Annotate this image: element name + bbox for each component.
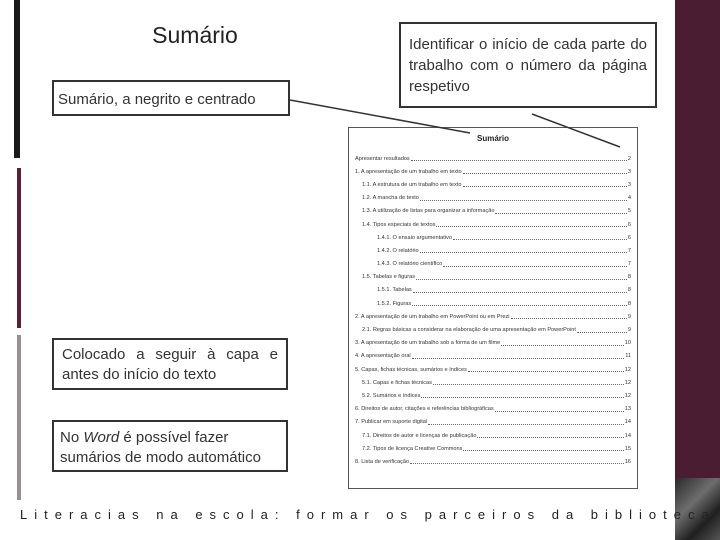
toc-entry (355, 429, 631, 442)
toc-entry (355, 310, 631, 323)
toc-entry-leader (413, 288, 627, 293)
toc-entry-page: 8 (627, 274, 631, 281)
toc-entry-label: 6. Direitos de autor, citações e referências bibliográficas (355, 406, 494, 413)
toc-entry-page: 6 (627, 234, 631, 241)
toc-entry-label: 1.5.2. Figuras (377, 300, 412, 307)
callout-word-italic: Word (83, 429, 120, 446)
toc-entry-page: 12 (624, 392, 631, 399)
toc-entry-label: 1.4.1. O ensaio argumentativo (377, 234, 452, 241)
toc-entry-page: 10 (624, 340, 631, 347)
toc-entry (355, 323, 631, 336)
toc-entry-page: 13 (624, 406, 631, 413)
toc-entry-page: 9 (627, 327, 631, 334)
toc-entry-label: 1. A apresentação de um trabalho em texto (355, 168, 462, 175)
toc-entry-leader (468, 367, 624, 372)
toc-entry-label: 7.2. Tipos de licença Creative Commons (362, 445, 463, 452)
slide-footer: Literacias na escola: formar os parceiros da biblioteca (20, 507, 716, 522)
toc-entry-leader (412, 354, 625, 359)
toc-entry (355, 218, 631, 231)
toc-entry-leader (453, 235, 627, 240)
left-bar-grey (17, 335, 21, 500)
callout-word-suffix: é possível fazer sumários de modo automático (60, 429, 261, 466)
toc-entry-leader (436, 222, 626, 227)
toc-entry (355, 284, 631, 297)
toc-entry-label: 1.3. A utilização de listas para organizar a informação (362, 208, 495, 215)
toc-entry (355, 403, 631, 416)
toc-entry-page: 14 (624, 432, 631, 439)
toc-entry (355, 442, 631, 455)
toc-list (355, 152, 631, 469)
toc-entry-page: 2 (627, 155, 631, 162)
toc-entry (355, 165, 631, 178)
toc-entry-leader (501, 341, 624, 346)
callout-bold-word: Sumário (58, 91, 114, 108)
toc-entry-label: 7. Publicar em suporte digital (355, 419, 428, 426)
toc-entry-leader (463, 169, 627, 174)
toc-entry-label: 5.1. Capas e fichas técnicas (362, 379, 432, 386)
toc-entry-label: 3. A apresentação de um trabalho sob a forma de um filme (355, 340, 501, 347)
toc-entry-page: 3 (627, 181, 631, 188)
toc-entry-leader (410, 459, 624, 464)
slide-title: Sumário (152, 22, 238, 48)
toc-entry-label: 1.5. Tabelas e figuras (362, 274, 416, 281)
toc-entry-label: 1.5.1. Tabelas (377, 287, 412, 294)
toc-entry (355, 178, 631, 191)
toc-entry-leader (428, 420, 624, 425)
toc-entry (355, 350, 631, 363)
toc-entry (355, 389, 631, 402)
toc-entry-page: 16 (624, 458, 631, 465)
toc-entry-leader (463, 446, 623, 451)
toc-entry-leader (411, 156, 627, 161)
toc-entry-label: 1.4.2. O relatório (377, 247, 419, 254)
toc-entry (355, 152, 631, 165)
toc-entry-page: 11 (625, 353, 631, 360)
toc-entry-label: 2. A apresentação de um trabalho em PowerPoint ou em Prezi (355, 313, 510, 320)
toc-entry-page: 12 (624, 379, 631, 386)
toc-entry-page: 9 (627, 313, 631, 320)
toc-entry-label: 8. Lista de verificação (355, 458, 410, 465)
toc-entry-label: 1.4. Tipos especiais de textos (362, 221, 436, 228)
toc-entry-leader (416, 275, 627, 280)
toc-entry-leader (433, 380, 624, 385)
callout-word-prefix: No (60, 429, 84, 446)
toc-entry-page: 12 (624, 366, 631, 373)
toc-entry-leader (477, 433, 623, 438)
toc-entry-leader (412, 301, 627, 306)
toc-entry (355, 416, 631, 429)
toc-entry-label: 5. Capas, fichas técnicas, sumários e índices (355, 366, 467, 373)
toc-entry-label: 1.4.3. O relatório científico (377, 261, 443, 268)
toc-entry-leader (463, 182, 627, 187)
toc-entry-page: 7 (627, 247, 631, 254)
left-bar-dark (14, 0, 20, 158)
toc-entry-page: 6 (627, 221, 631, 228)
toc-entry (355, 297, 631, 310)
callout-position: Colocado a seguir à capa e antes do início do texto (52, 338, 288, 390)
toc-entry-leader (443, 262, 627, 267)
toc-entry-page: 3 (627, 168, 631, 175)
toc-document-title: Sumário (476, 134, 509, 143)
toc-entry-leader (577, 328, 627, 333)
toc-entry (355, 376, 631, 389)
toc-entry-label: Apresentar resultados (355, 155, 410, 162)
toc-entry-page: 15 (624, 445, 631, 452)
toc-entry-leader (420, 248, 627, 253)
right-accent-bar (675, 0, 720, 540)
toc-entry-leader (511, 314, 627, 319)
toc-entry-leader (421, 393, 623, 398)
toc-document-image (348, 127, 638, 489)
toc-entry-page: 8 (627, 287, 631, 294)
toc-entry-label: 1.1. A estrutura de um trabalho em texto (362, 181, 462, 188)
toc-entry (355, 337, 631, 350)
callout-bold-rest: , a negrito e centrado (113, 91, 256, 108)
toc-entry-page: 4 (627, 195, 631, 202)
toc-entry (355, 258, 631, 271)
toc-entry-label: 4. A apresentação oral (355, 353, 411, 360)
left-bar-maroon (17, 168, 21, 328)
toc-entry (355, 271, 631, 284)
toc-entry-label: 7.1. Direitos de autor e licenças de publicação (362, 432, 477, 439)
callout-bold-centered (52, 80, 290, 116)
toc-entry-page: 14 (624, 419, 631, 426)
toc-entry-label: 1.2. A mancha de texto (362, 195, 419, 202)
callout-word-automatic (52, 420, 288, 472)
toc-entry-page: 8 (627, 300, 631, 307)
toc-entry (355, 363, 631, 376)
toc-entry (355, 455, 631, 468)
toc-entry (355, 231, 631, 244)
toc-entry-label: 2.1. Regras básicas a considerar na elaboração de uma apresentação em PowerPoint (362, 327, 576, 334)
toc-entry-label: 5.2. Sumários e índices (362, 392, 421, 399)
toc-entry (355, 205, 631, 218)
toc-entry-leader (495, 407, 624, 412)
toc-entry-page: 5 (627, 208, 631, 215)
toc-entry-leader (495, 209, 626, 214)
toc-entry-leader (420, 196, 627, 201)
callout-start-of-parts: Identificar o início de cada parte do trabalho com o número da página respetivo (399, 22, 657, 108)
toc-entry (355, 192, 631, 205)
toc-entry-page: 7 (627, 261, 631, 268)
toc-entry (355, 244, 631, 257)
